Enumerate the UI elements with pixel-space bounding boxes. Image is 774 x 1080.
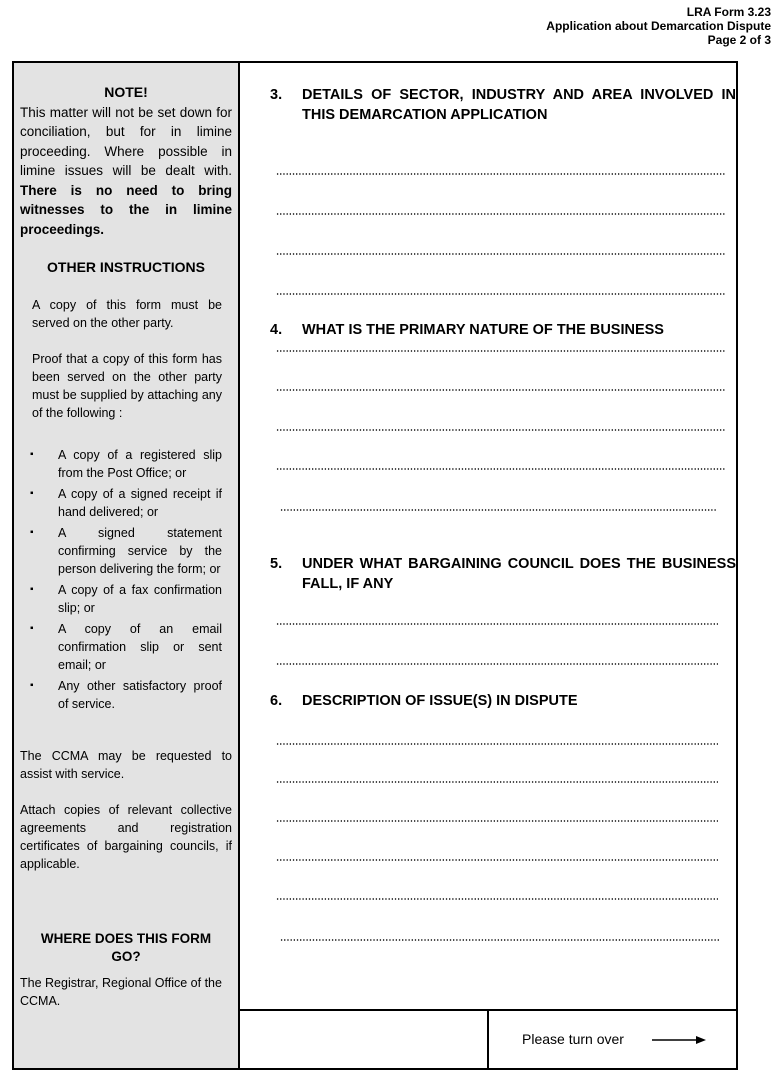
answer-line[interactable] bbox=[276, 253, 726, 255]
answer-line[interactable] bbox=[276, 350, 726, 352]
where-text: The Registrar, Regional Office of the CCMA. bbox=[20, 976, 222, 1008]
where-title: WHERE DOES THIS FORM GO? bbox=[40, 931, 212, 964]
ccma-assist-text: The CCMA may be requested to assist with service. bbox=[20, 749, 232, 781]
question-text: WHAT IS THE PRIMARY NATURE OF THE BUSINESS bbox=[302, 322, 664, 338]
note-title: NOTE! bbox=[104, 84, 148, 100]
answer-line[interactable] bbox=[276, 663, 718, 665]
footer-divider bbox=[487, 1011, 489, 1070]
form-header bbox=[546, 5, 771, 47]
answer-line[interactable] bbox=[280, 509, 716, 511]
instructions-sidebar bbox=[14, 63, 240, 1068]
attach-text: Attach copies of relevant collective agreements and registration certificates of bargaining councils, if applicable. bbox=[20, 803, 232, 871]
question-number: 4. bbox=[270, 322, 283, 338]
list-item: ▪ A copy of a signed receipt if hand delivered; or bbox=[22, 485, 222, 521]
arrow-right-icon bbox=[652, 1033, 706, 1047]
question-number: 6. bbox=[270, 693, 283, 709]
proof-options-list bbox=[22, 446, 222, 716]
answer-line[interactable] bbox=[276, 173, 726, 175]
list-item: ▪ A copy of a registered slip from the Post Office; or bbox=[22, 446, 222, 482]
note-block bbox=[20, 83, 232, 239]
answer-line[interactable] bbox=[276, 429, 726, 431]
turn-over-text: Please turn over bbox=[522, 1031, 624, 1047]
answer-line[interactable] bbox=[276, 781, 718, 783]
form-footer bbox=[240, 1009, 736, 1070]
question-number: 5. bbox=[270, 556, 283, 572]
form-main bbox=[240, 63, 736, 1009]
answer-line[interactable] bbox=[276, 898, 718, 900]
answer-line[interactable] bbox=[276, 468, 726, 470]
list-item: ▪ A copy of an email confirmation slip or sent email; or bbox=[22, 620, 222, 674]
form-frame bbox=[12, 61, 738, 1070]
note-text: This matter will not be set down for conciliation, but for in limine proceeding. Where possible in limine issues will be dealt with. bbox=[20, 104, 232, 178]
list-item: ▪ A copy of a fax confirmation slip; or bbox=[22, 581, 222, 617]
answer-line[interactable] bbox=[276, 623, 718, 625]
list-item: ▪ Any other satisfactory proof of service. bbox=[22, 677, 222, 713]
answer-line[interactable] bbox=[276, 213, 726, 215]
other-instructions-title: OTHER INSTRUCTIONS bbox=[47, 259, 205, 275]
copy-served-text: A copy of this form must be served on the other party. bbox=[32, 298, 222, 330]
question-text: DETAILS OF SECTOR, INDUSTRY AND AREA INVOLVED IN THIS DEMARCATION APPLICATION bbox=[302, 87, 736, 123]
answer-line[interactable] bbox=[276, 389, 726, 391]
form-title: Application about Demarcation Dispute bbox=[546, 19, 771, 33]
page-number: Page 2 of 3 bbox=[707, 33, 771, 47]
form-number: LRA Form 3.23 bbox=[686, 5, 771, 19]
answer-line[interactable] bbox=[276, 820, 718, 822]
answer-line[interactable] bbox=[276, 293, 726, 295]
question-text: DESCRIPTION OF ISSUE(S) IN DISPUTE bbox=[302, 693, 578, 709]
list-item: ▪ A signed statement confirming service by the person delivering the form; or bbox=[22, 524, 222, 578]
question-text: UNDER WHAT BARGAINING COUNCIL DOES THE BUSINESS FALL, IF ANY bbox=[302, 556, 736, 592]
note-bold-text: There is no need to bring witnesses to the in limine proceedings. bbox=[20, 182, 232, 237]
question-number: 3. bbox=[270, 87, 283, 103]
answer-line[interactable] bbox=[280, 939, 720, 941]
answer-line[interactable] bbox=[276, 743, 718, 745]
answer-line[interactable] bbox=[276, 859, 718, 861]
proof-text: Proof that a copy of this form has been served on the other party must be supplied by attaching any of the following : bbox=[32, 352, 222, 420]
